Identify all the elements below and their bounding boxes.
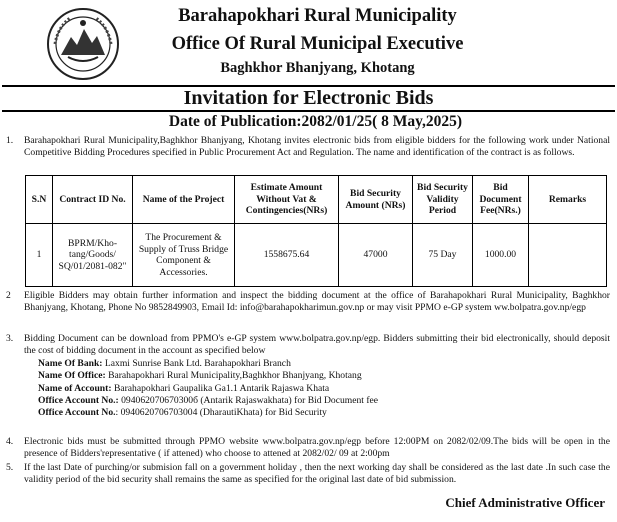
paragraph-text: Barahapokhari Rural Municipality,Baghkhor Bhanjyang, Khotang invites electronic bids from eligible bidders for the following work under National Competitive Bidding Procedures specified in Public Procurement Act and Regulation. The name and identification of the contract is as follows. [24,135,610,159]
paragraph-5 [6,462,610,487]
paragraph-number: 3. [6,333,14,344]
account-number-1-value: 094062070670300б (Antarik Rajaswakhata) for Bid Document fee [118,395,379,407]
signatory: Chief Administrative Officer [445,495,605,510]
header-estimate: Estimate Amount Without Vat & Contingencies(NRs) [235,176,339,224]
account-number-2-line [38,407,610,419]
cell-estimate: 1558675.64 [235,224,339,287]
header-remarks: Remarks [529,176,607,224]
account-number-2-label: Office Account No. [38,407,116,419]
account-number-1-label: Office Account No.: [38,395,119,407]
header-project: Name of the Project [133,176,235,224]
bank-label: Name Of Bank: [38,357,103,369]
table-header-row [26,176,607,224]
header-bid-security: Bid Security Amount (NRs) [339,176,413,224]
paragraph-2 [6,290,610,315]
paragraph-4 [6,436,610,461]
header-contract-id: Contract ID No. [53,176,133,224]
paragraph-number: 4. [6,436,14,447]
account-label: Name of Account: [38,382,112,394]
publication-date: Date of Publication:2082/01/25( 8 May,2025) [168,113,463,130]
paragraph-text: If the last Date of purching/or submision fall on a government holiday , then the next working day shall be considered as the last date .In such case the validity period of the bid security shall remains the same as specified for the original last date of bid submission. [24,462,610,486]
account-value: Barahapokhari Gaupalika Ga1.1 Antarik Rajaswa Khata [111,382,330,394]
office-name: Office Of Rural Municipal Executive [171,34,464,54]
header-doc-fee: Bid Document Fee(NRs.) [473,176,529,224]
cell-bid-security: 47000 [339,224,413,287]
office-label: Name Of Office: [38,370,106,382]
cell-sn: 1 [26,224,53,287]
office-address: Baghkhor Bhanjyang, Khotang [220,60,415,76]
cell-project: The Procurement & Supply of Truss Bridge Component & Accessories. [133,224,235,287]
header-validity: Bid Security Validity Period [413,176,473,224]
bid-table [25,175,607,287]
paragraph-text: Bidding Document can be download from PPMO's e-GP system www.bolpatra.gov.np/egp. Bidders submitting their bid electronically, should deposit the cost of bidding document in the account as specified below [24,333,610,357]
bottom-divider [2,110,615,112]
office-name-line [38,370,610,382]
municipality-name: Barahapokhari Rural Municipality [178,6,457,26]
account-number-1-line [38,395,610,407]
notice-title: Invitation for Electronic Bids [183,87,434,109]
paragraph-1 [6,135,610,160]
account-number-2-value: : 0940620706703004 (DharautiKhata) for Bid Security [115,407,327,419]
table-row [26,224,607,287]
paragraph-3 [6,333,610,420]
paragraph-number: 1. [6,135,14,146]
paragraph-number: 2 [6,290,11,301]
cell-validity: 75 Day [413,224,473,287]
header-sn: S.N [26,176,53,224]
office-value: Barahapokhari Rural Municipality,Baghkhor Bhanjyang, Khotang [105,370,362,382]
cell-doc-fee: 1000.00 [473,224,529,287]
bank-value: Laxmi Sunrise Bank Ltd. Barahapokhari Branch [102,357,291,369]
paragraph-number: 5. [6,462,14,473]
cell-contract-id: BPRM/Kho-tang/Goods/ SQ/01/2081-082" [53,224,133,287]
bank-name-line [38,358,610,370]
paragraph-text: Electronic bids must be submitted through PPMO website www.bolpatra.gov.np/egp before 12:00PM on 2082/02/09.The bids will be open in the presence of Bidders'representative ( if attened) who choose to attened at 2082/02/ 09 at 2:00pm [24,436,610,460]
cell-remarks [529,224,607,287]
paragraph-text: Eligible Bidders may obtain further information and inspect the bidding document at the office of Barahapokhari Rural Municipality, Baghkhor Bhanjyang, Khotang, Phone No 9852849903, Email Id: info@barahapokharimun.gov.np or may visit PPMO e-GP system ww.bolpatra.gov.np/egp [24,290,610,314]
notice-header [0,0,617,84]
account-name-line [38,383,610,395]
